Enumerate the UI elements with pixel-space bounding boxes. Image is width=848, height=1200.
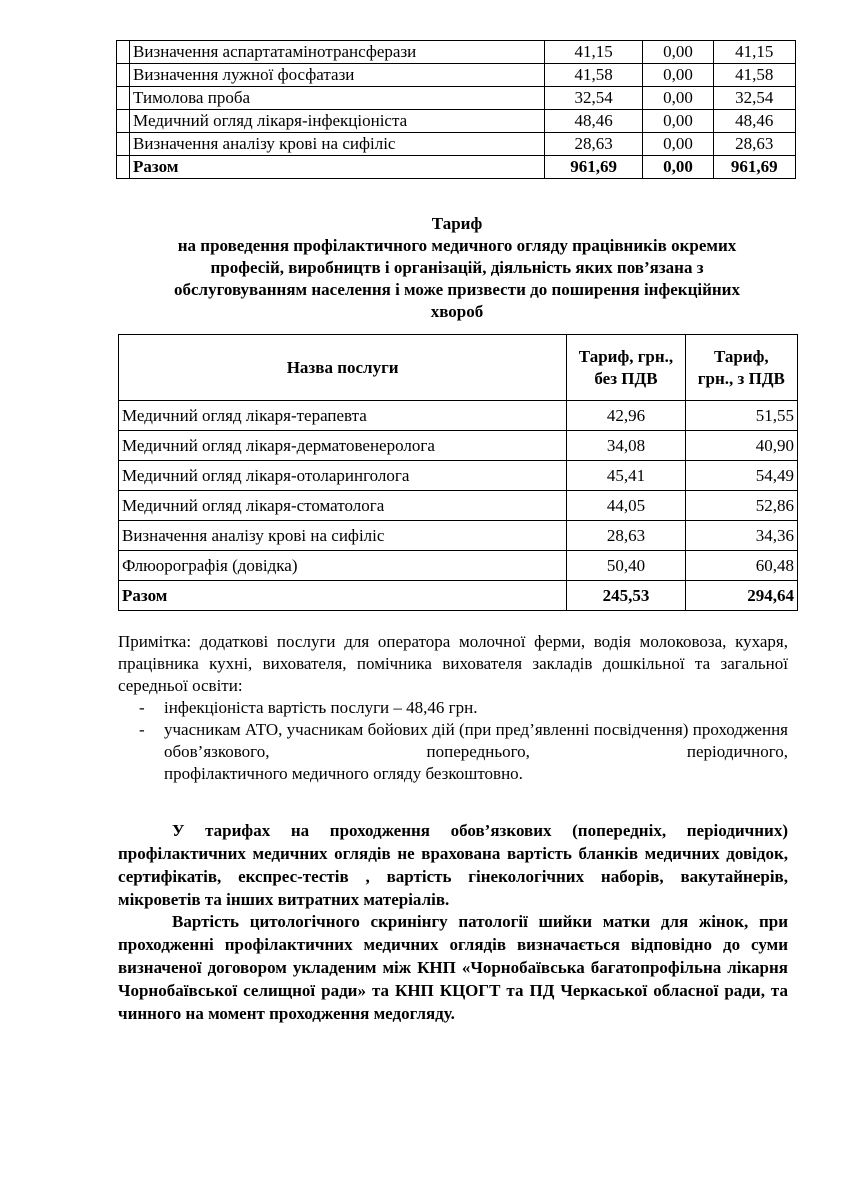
total-vat: 0,00 — [643, 156, 713, 179]
vat-value: 0,00 — [643, 110, 713, 133]
table-row — [117, 41, 796, 64]
table-row — [119, 461, 798, 491]
table-row — [119, 431, 798, 461]
total-label: Разом — [119, 581, 567, 611]
heading-line: хвороб — [430, 302, 484, 321]
service-name: Медичний огляд лікаря-отоларинголога — [119, 461, 567, 491]
price-with-vat: 52,86 — [685, 491, 797, 521]
tariff-table — [118, 334, 798, 611]
heading-title: Тариф — [431, 214, 483, 233]
service-name: Флюорографія (довідка) — [119, 551, 567, 581]
list-item-text: інфекціоніста вартість послуги – 48,46 грн. — [164, 698, 478, 717]
note-list — [118, 697, 788, 785]
service-name: Медичний огляд лікаря-інфекціоніста — [130, 110, 545, 133]
price-no-vat: 44,05 — [567, 491, 685, 521]
price-no-vat: 28,63 — [567, 521, 685, 551]
paragraph-excluded-costs: У тарифах на проходження обов’язкових (попередніх, періодичних) профілактичних медичних оглядів не врахована вартість бланків медичних довідок, сертифікатів, експрес-тестів , вартість гінекологічних наборів, вакутайнерів, мікроветів та інших витратних матеріалів. — [118, 821, 788, 909]
price-with-vat: 51,55 — [685, 401, 797, 431]
vat-value: 0,00 — [643, 64, 713, 87]
service-name: Визначення аналізу крові на сифіліс — [130, 133, 545, 156]
heading-line: на проведення профілактичного медичного огляду працівників окремих — [177, 236, 737, 255]
service-name: Визначення аналізу крові на сифіліс — [119, 521, 567, 551]
total-value: 28,63 — [713, 133, 795, 156]
table-row — [117, 64, 796, 87]
paragraph-cytology-screening: Вартість цитологічного скринінгу патології шийки матки для жінок, при проходженні профілактичних медичних оглядів визначається відповідно до суми визначеної договором укладеним між КНП «Чорнобаївська багатопрофільна лікарня Чорнобаївської селищної ради» та КНП КЦОГТ та ПД Черкаської обласної ради, та чинного на момент проходження медогляду. — [118, 912, 788, 1023]
heading-line: професій, виробництв і організацій, діяльність яких пов’язана з — [210, 258, 704, 277]
table-row — [117, 87, 796, 110]
price-with-vat: 54,49 — [685, 461, 797, 491]
total-with-vat: 294,64 — [685, 581, 797, 611]
vat-value: 0,00 — [643, 87, 713, 110]
total-value: 41,15 — [713, 41, 795, 64]
total-no-vat: 245,53 — [567, 581, 685, 611]
total-price: 961,69 — [544, 156, 642, 179]
price-value: 32,54 — [544, 87, 642, 110]
price-with-vat: 60,48 — [685, 551, 797, 581]
table-row — [117, 110, 796, 133]
list-item-text: учасникам АТО, учасникам бойових дій (при пред’явленні посвідчення) проходження обов’язкового, попереднього, періодичного, профілактичного медичного огляду безкоштовно. — [164, 720, 788, 783]
price-no-vat: 45,41 — [567, 461, 685, 491]
column-header-with-vat: Тариф, грн., з ПДВ — [685, 335, 797, 401]
price-no-vat: 34,08 — [567, 431, 685, 461]
total-value: 41,58 — [713, 64, 795, 87]
service-name: Визначення аспартатамінотрансферази — [130, 41, 545, 64]
price-no-vat: 50,40 — [567, 551, 685, 581]
price-with-vat: 34,36 — [685, 521, 797, 551]
service-name: Медичний огляд лікаря-терапевта — [119, 401, 567, 431]
table-row — [117, 133, 796, 156]
table-row — [119, 491, 798, 521]
services-table-continuation — [116, 40, 796, 179]
total-value: 48,46 — [713, 110, 795, 133]
column-header-service: Назва послуги — [119, 335, 567, 401]
table-row — [119, 551, 798, 581]
price-value: 41,15 — [544, 41, 642, 64]
vat-value: 0,00 — [643, 133, 713, 156]
column-header-no-vat: Тариф, грн., без ПДВ — [567, 335, 685, 401]
total-label: Разом — [130, 156, 545, 179]
note-intro: Примітка: додаткові послуги для оператора молочної ферми, водія молоковоза, кухаря, працівника кухні, вихователя, помічника вихователя закладів дошкільної та загальної середньої освіти: — [118, 632, 788, 695]
list-dash: - — [139, 720, 145, 739]
price-no-vat: 42,96 — [567, 401, 685, 431]
tariff-heading — [112, 213, 802, 323]
price-value: 28,63 — [544, 133, 642, 156]
service-name: Визначення лужної фосфатази — [130, 64, 545, 87]
price-value: 48,46 — [544, 110, 642, 133]
price-value: 41,58 — [544, 64, 642, 87]
vat-value: 0,00 — [643, 41, 713, 64]
service-name: Медичний огляд лікаря-дерматовенеролога — [119, 431, 567, 461]
heading-line: обслуговуванням населення і може призвести до поширення інфекційних — [174, 280, 740, 299]
list-dash: - — [139, 698, 145, 717]
table-row — [119, 401, 798, 431]
table-row — [119, 521, 798, 551]
service-name: Медичний огляд лікаря-стоматолога — [119, 491, 567, 521]
total-value: 32,54 — [713, 87, 795, 110]
total-row — [117, 156, 796, 179]
price-with-vat: 40,90 — [685, 431, 797, 461]
note-section — [118, 631, 788, 785]
list-item — [118, 697, 788, 719]
total-sum: 961,69 — [713, 156, 795, 179]
service-name: Тимолова проба — [130, 87, 545, 110]
table-header-row — [119, 335, 798, 401]
total-row — [119, 581, 798, 611]
list-item — [118, 719, 788, 785]
